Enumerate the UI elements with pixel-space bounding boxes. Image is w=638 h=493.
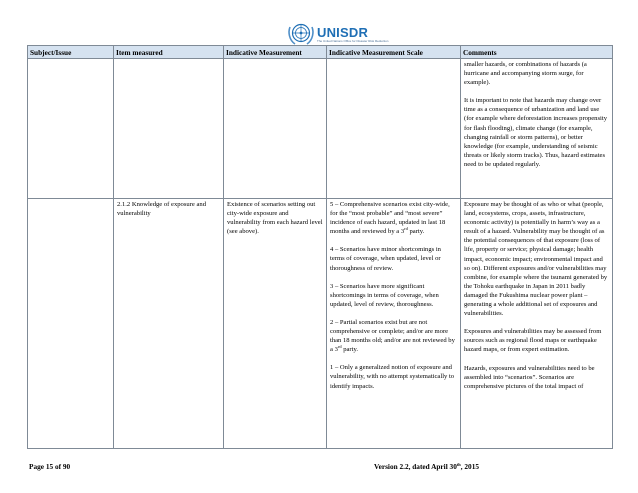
table-row [28, 59, 613, 199]
scale-cell [327, 199, 461, 449]
measurement-cell: Existence of scenarios setting out city-wide exposure and vulnerability from each hazard level (see above). [224, 199, 327, 449]
col-header-item: Item measured [114, 46, 224, 59]
brand-tagline: The United Nations Office for Disaster Risk Reduction [317, 38, 389, 43]
comment-paragraph: Exposures and vulnerabilities may be assessed from sources such as regional flood maps or earthquake hazard maps, or from expert estimation. [464, 328, 602, 354]
measurement-table [27, 45, 613, 449]
comments-cell [461, 59, 613, 199]
col-header-measurement: Indicative Measurement [224, 46, 327, 59]
table-row [28, 199, 613, 449]
version-info: Version 2.2, dated April 30th, 2015 [374, 462, 479, 471]
subject-cell [28, 199, 114, 449]
unisdr-logo [287, 21, 388, 47]
measurement-cell [224, 59, 327, 199]
scale-level-1: 1 – Only a generalized notion of exposure and vulnerability, with no attempt systematically to identify impacts. [330, 364, 455, 390]
page-number: Page 15 of 90 [29, 462, 71, 471]
subject-cell [28, 59, 114, 199]
scale-level-3: 3 – Scenarios have more significant shortcomings in terms of coverage, when updated, level of review, thoroughness. [330, 282, 439, 308]
comment-paragraph: It is important to note that hazards may change over time as a consequence of urbanization and land use (for example where deforestation increases propensity for flash flooding), climate change (for example, changing rainfall or storm patterns), or better knowledge (for example, understanding of seismic threats or likely storm tracks). Thus, hazard estimates need to be updated regularly. [464, 97, 607, 168]
item-cell: 2.1.2 Knowledge of exposure and vulnerability [114, 199, 224, 449]
scale-cell [327, 59, 461, 199]
scale-level-4: 4 – Scenarios have minor shortcomings in terms of coverage, when updated, level or thoroughness of review. [330, 246, 441, 272]
col-header-subject: Subject/Issue [28, 46, 114, 59]
brand-name: UNISDR [317, 24, 369, 40]
col-header-scale: Indicative Measurement Scale [327, 46, 461, 59]
logo-text [317, 26, 388, 43]
comment-paragraph: smaller hazards, or combinations of hazards (a hurricane and accompanying storm surge, for example). [464, 61, 587, 87]
scale-level-2: 2 – Partial scenarios exist but are not comprehensive or complete; and/or are more than 18 months old; and/or are not reviewed by a 3rd party. [330, 318, 455, 354]
comment-paragraph: Exposure may be thought of as who or what (people, land, ecosystems, crops, assets, infrastructure, economic activity) is potentially in harm’s way as a result of a hazard. Vulnerability may be thought of as the potential consequences of that exposure (loss of life, property or service; physical damage; health impact, economic impact; environmental impact and so on). Different exposures and/or vulnerabilities may combine, for example where the tsunami generated by the Tohoku earthquake in Japan in 2011 badly damaged the Fukushima nuclear power plant – generating a whole additional set of exposures and vulnerabilities. [464, 201, 608, 318]
scale-level-5: 5 – Comprehensive scenarios exist city-wide, for the “most probable” and “most severe” incidence of each hazard, updated in last 18 months and reviewed by a 3rd party. [330, 201, 450, 236]
comment-paragraph: Hazards, exposures and vulnerabilities need to be assembled into “scenarios”. Scenarios are comprehensive pictures of the total impact of [464, 364, 595, 390]
comments-cell [461, 199, 613, 449]
col-header-comments: Comments [461, 46, 613, 59]
item-cell [114, 59, 224, 199]
table-header-row [28, 46, 613, 59]
un-emblem-icon [287, 21, 315, 47]
